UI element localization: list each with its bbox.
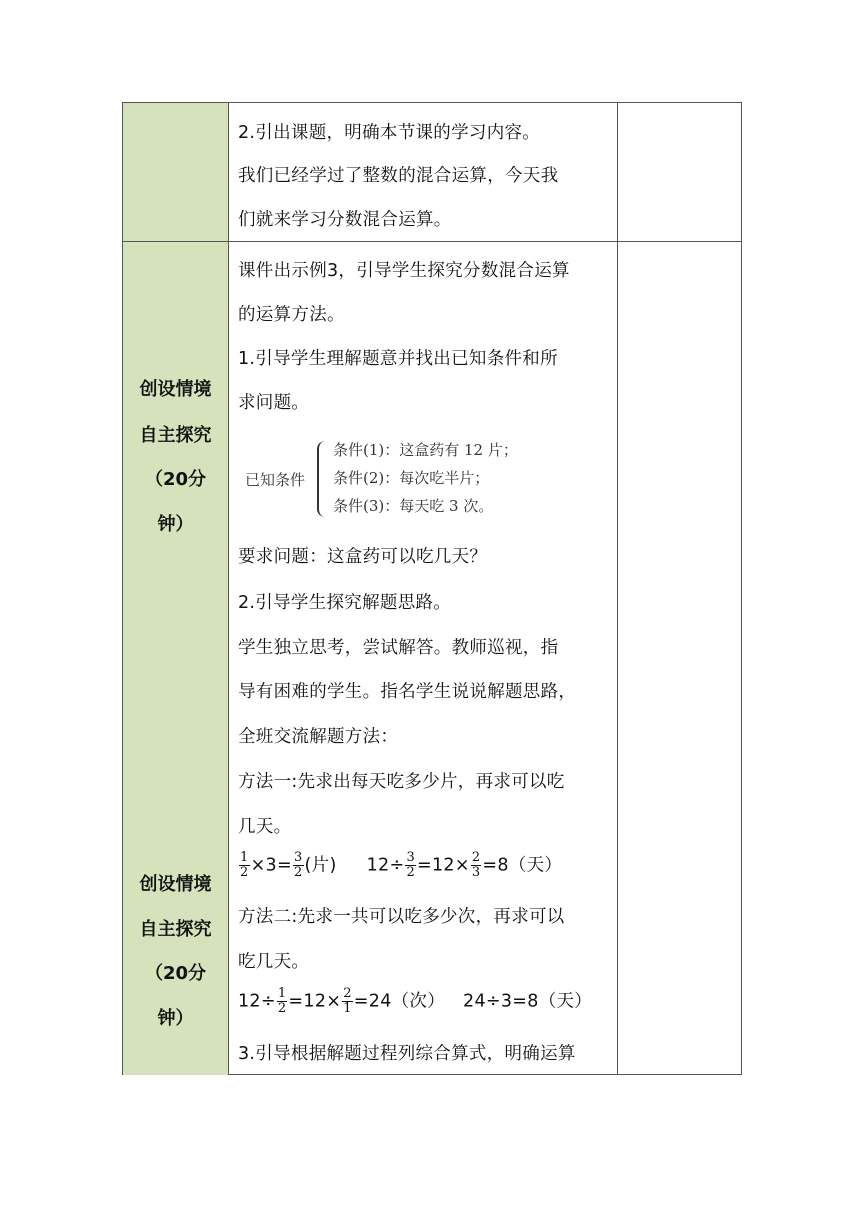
stage-label: （20分 — [144, 469, 207, 490]
fraction: $\frac{2}{1}$ — [343, 986, 352, 1016]
stage-label: 自主探究 — [139, 425, 212, 446]
stage-label: 创设情境 — [139, 379, 212, 400]
content-line: 方法二:先求一共可以吃多少次，再求可以 — [238, 907, 565, 927]
content-line: 要求问题：这盒药可以吃几天？ — [238, 547, 488, 567]
fraction: $\frac{1}{2}$ — [240, 850, 249, 880]
fraction: $\frac{3}{2}$ — [293, 850, 303, 880]
stage-label: 自主探究 — [139, 919, 212, 940]
column-divider — [617, 103, 618, 1074]
content-line: 课件出示例3，引导学生探究分数混合运算 — [238, 261, 570, 281]
condition-item: 条件(3)：每天吃 3 次。 — [333, 497, 494, 515]
known-conditions-figure — [241, 437, 561, 527]
content-line: 们就来学习分数混合运算。 — [238, 210, 452, 230]
lesson-table — [122, 102, 742, 1075]
brace-icon — [317, 441, 327, 517]
stage-cell-1 — [123, 103, 228, 241]
stage-label: （20分 — [144, 963, 207, 984]
content-line: 导有困难的学生。指名学生说说解题思路， — [238, 682, 577, 702]
equation-line: 12÷ $\frac{1}{2}$ =12× $\frac{2}{1}$ =24（次） 24÷3=8（天） — [238, 986, 593, 1016]
condition-item: 条件(2)：每次吃半片； — [333, 469, 490, 487]
content-line: 吃几天。 — [238, 952, 310, 972]
content-line: 几天。 — [238, 817, 292, 837]
content-line: 学生独立思考，尝试解答。教师巡视，指 — [238, 638, 559, 658]
content-line: 方法一:先求出每天吃多少片，再求可以吃 — [238, 772, 565, 792]
stage-label: 钟） — [157, 514, 194, 535]
equation-line: $\frac{1}{2}$ ×3= $\frac{3}{2}$ (片) 12÷ $\frac{3}{2}$ =12× $\frac{2}{3}$ =8（天） — [240, 850, 563, 880]
fraction: $\frac{3}{2}$ — [406, 850, 416, 880]
fraction: $\frac{2}{3}$ — [471, 850, 481, 880]
content-line: 全班交流解题方法： — [238, 727, 399, 747]
content-line: 2.引出课题，明确本节课的学习内容。 — [238, 123, 541, 143]
content-line: 我们已经学过了整数的混合运算，今天我 — [238, 166, 559, 186]
content-line: 3.引导根据解题过程列综合算式，明确运算 — [238, 1044, 576, 1064]
content-line: 的运算方法。 — [238, 305, 345, 325]
stage-label: 钟） — [157, 1008, 194, 1029]
column-divider — [228, 103, 229, 1074]
fraction: $\frac{1}{2}$ — [277, 986, 287, 1016]
content-line: 求问题。 — [238, 393, 310, 413]
content-line: 2.引导学生探究解题思路。 — [238, 593, 452, 613]
content-line: 1.引导学生理解题意并找出已知条件和所 — [238, 349, 558, 369]
condition-item: 条件(1)：这盒药有 12 片； — [333, 441, 518, 459]
row-divider — [123, 241, 741, 242]
known-conditions-heading: 已知条件 — [245, 471, 306, 489]
stage-label: 创设情境 — [139, 874, 212, 895]
